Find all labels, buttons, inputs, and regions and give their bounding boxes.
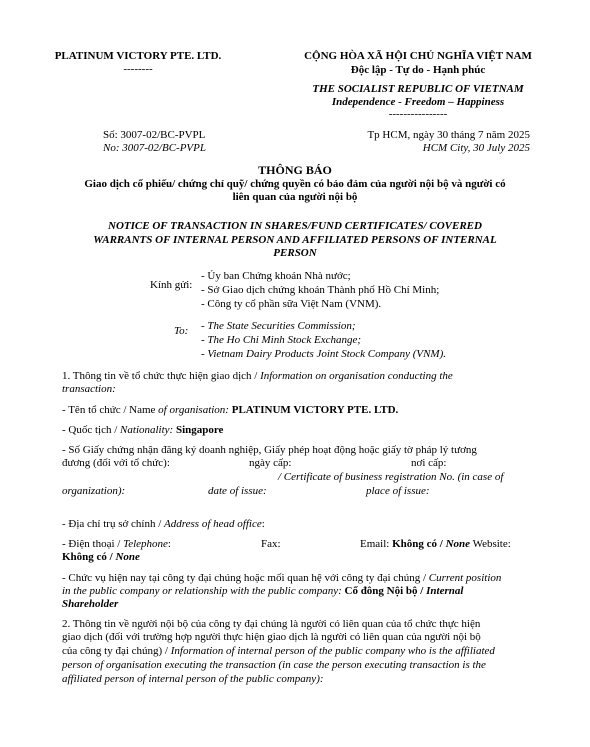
nationality-value: Singapore <box>175 424 224 436</box>
title-heading-vn: THÔNG BÁO <box>258 163 332 177</box>
title-line-en-1: NOTICE OF TRANSACTION IN SHARES/FUND CERTIFICATES/ COVERED <box>108 220 482 232</box>
website-value-vn: Không có / <box>62 551 116 563</box>
company-rule: -------- <box>123 63 153 75</box>
motto-rule: ---------------- <box>388 108 448 120</box>
country-name-en: THE SOCIALIST REPUBLIC OF VIETNAM <box>312 83 524 95</box>
section1-heading-vn: 1. Thông tin về tổ chức thực hiện giao dịch / <box>62 370 261 382</box>
title-line-vn-1: Giao dịch cổ phiếu/ chứng chỉ quỹ/ chứng quyền có bảo đảm của người nội bộ và người có <box>84 178 506 190</box>
org-value: PLATINUM VICTORY PTE. LTD. <box>231 404 399 416</box>
nationality-row <box>62 424 223 436</box>
section2-line-3-vn: của công ty đại chúng) / <box>62 645 171 657</box>
position-line-1 <box>62 572 501 584</box>
section2-line-1: 2. Thông tin về người nội bộ của công ty đại chúng là người có liên quan của tổ chức thực hiện <box>62 618 481 630</box>
recipient-en-item: - The Ho Chi Minh Stock Exchange; <box>201 334 362 346</box>
position-line-3: Shareholder <box>62 598 119 610</box>
cert-place-label: nơi cấp: <box>411 457 447 469</box>
document-date-en: HCM City, 30 July 2025 <box>422 142 530 154</box>
document-date-vn: Tp HCM, ngày 30 tháng 7 năm 2025 <box>367 129 530 141</box>
website-value-en: None <box>115 551 140 563</box>
cert-en-place: place of issue: <box>366 485 430 497</box>
phone-colon: : <box>167 538 171 550</box>
motto-en: Independence - Freedom – Happiness <box>331 96 505 108</box>
phone-row <box>62 538 171 550</box>
address-label-vn: - Địa chỉ trụ sở chính / <box>62 518 165 530</box>
section1-heading <box>62 370 453 382</box>
email-value-vn: Không có / <box>392 538 446 550</box>
org-label-vn: - Tên tổ chức / Name <box>62 404 159 416</box>
position-value-en: Internal <box>426 585 464 597</box>
cert-line-2-label: đương (đối với tổ chức): <box>62 457 170 469</box>
title-line-vn-2: liên quan của người nội bộ <box>232 191 358 203</box>
cert-date-label: ngày cấp: <box>249 457 292 469</box>
website-label: Website: <box>470 538 511 550</box>
fax-label: Fax: <box>261 538 281 550</box>
position-value-vn: Cổ đông Nội bộ / <box>341 585 427 597</box>
phone-label-en: Telephone <box>123 538 168 550</box>
position-line-2 <box>62 585 463 597</box>
cert-line-1: - Số Giấy chứng nhận đăng ký doanh nghiệp, Giấy phép hoạt động hoặc giấy tờ pháp lý tương <box>62 444 477 456</box>
cert-en-line-1: / Certificate of business registration No. (in case of <box>278 471 504 483</box>
country-name-vn: CỘNG HÒA XÃ HỘI CHỦ NGHĨA VIỆT NAM <box>304 50 532 62</box>
cert-en-date: date of issue: <box>208 485 267 497</box>
section2-line-4: person of organisation executing the transaction (in case the person executing transaction is the <box>62 659 486 671</box>
section2-line-3 <box>62 645 495 657</box>
address-row <box>62 518 265 530</box>
section1-heading-en: Information on organisation conducting the <box>260 370 453 382</box>
recipients-label-en: To: <box>174 325 189 337</box>
document-number-vn: Số: 3007-02/BC-PVPL <box>103 129 206 141</box>
email-label: Email: <box>360 538 393 550</box>
section2-line-5: affiliated person of internal person of the public company): <box>62 673 324 685</box>
recipient-vn-item: - Công ty cổ phần sữa Việt Nam (VNM). <box>201 298 382 310</box>
title-line-en-3: PERSON <box>273 247 317 259</box>
company-name: PLATINUM VICTORY PTE. LTD. <box>54 50 222 62</box>
title-line-en-2: WARRANTS OF INTERNAL PERSON AND AFFILIATED PERSONS OF INTERNAL <box>93 234 497 246</box>
recipients-label-vn: Kính gửi: <box>150 279 193 291</box>
phone-label-vn: - Điện thoại / <box>62 538 124 550</box>
address-label-en: Address of head office <box>164 518 262 530</box>
organisation-name-row <box>62 404 398 416</box>
website-value-row <box>62 551 140 563</box>
cert-en-org: organization): <box>62 485 126 497</box>
section2-line-3-en: Information of internal person of the public company who is the affiliated <box>170 645 495 657</box>
section2-line-2: giao dịch (đối với trường hợp người thực hiện giao dịch là người có liên quan của người nội bộ <box>62 631 481 643</box>
org-label-en: of organisation: <box>158 404 229 416</box>
recipient-vn-item: - Ủy ban Chứng khoán Nhà nước; <box>201 270 351 282</box>
email-website-row <box>360 538 511 550</box>
position-label-en: Current position <box>428 572 502 584</box>
document-number-en: No: 3007-02/BC-PVPL <box>103 142 206 154</box>
position-label-vn: - Chức vụ hiện nay tại công ty đại chúng hoặc mối quan hệ với công ty đại chúng / <box>62 572 429 584</box>
section1-heading-cont: transaction: <box>62 383 116 395</box>
position-label-en-cont: in the public company or relationship with the public company: <box>62 585 342 597</box>
nationality-label-en: Nationality: <box>120 424 174 436</box>
motto-vn: Độc lập - Tự do - Hạnh phúc <box>350 64 486 76</box>
recipient-en-item: - The State Securities Commission; <box>201 320 356 332</box>
recipient-vn-item: - Sở Giao dịch chứng khoán Thành phố Hồ Chí Minh; <box>201 284 440 296</box>
nationality-label-vn: - Quốc tịch / <box>62 424 121 436</box>
recipient-en-item: - Vietnam Dairy Products Joint Stock Company (VNM). <box>201 348 447 360</box>
email-value-en: None <box>445 538 471 550</box>
address-colon: : <box>261 518 265 530</box>
